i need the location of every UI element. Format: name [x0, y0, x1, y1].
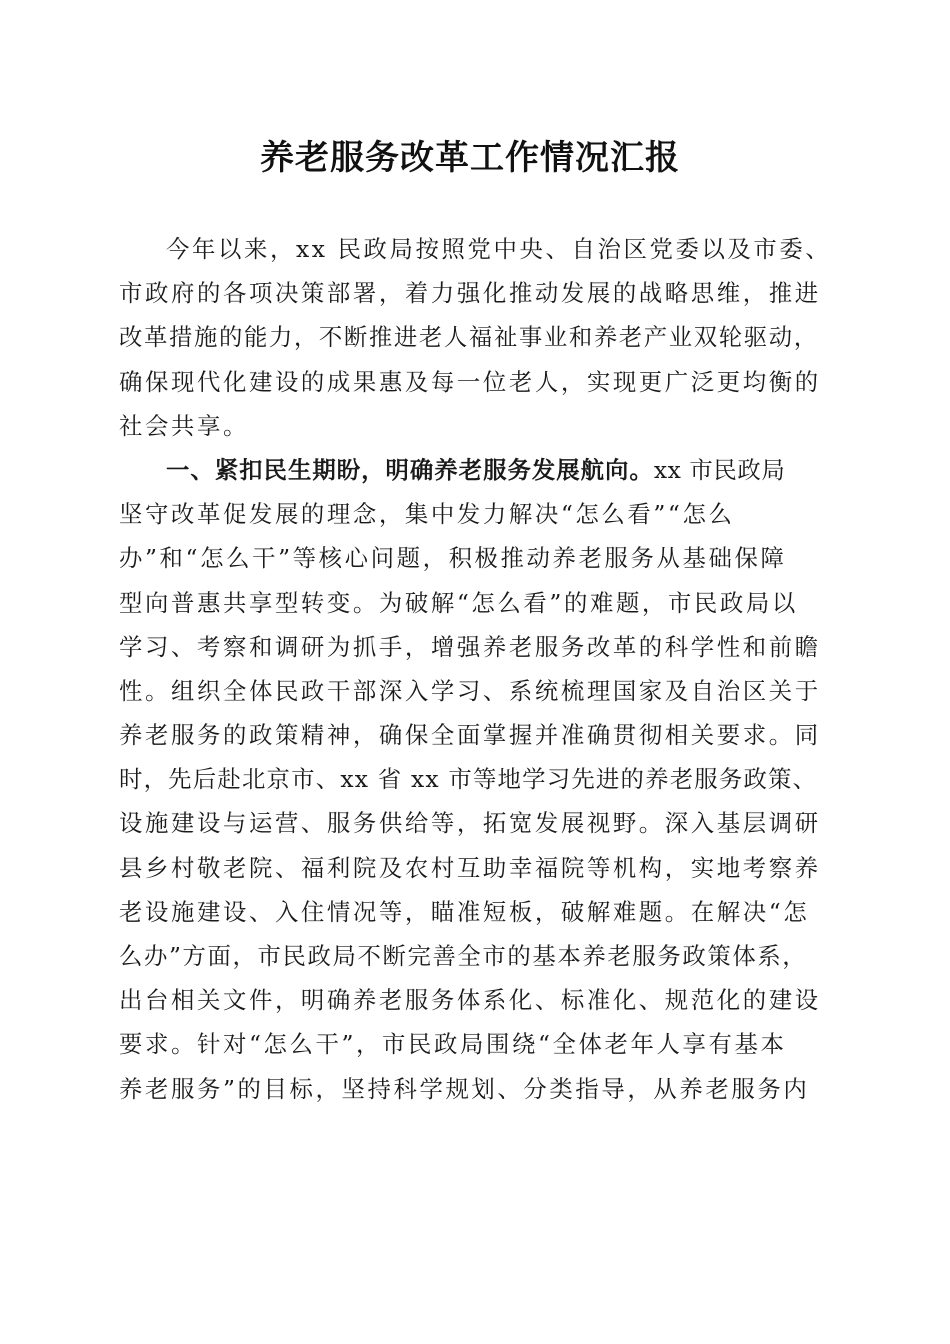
paragraph1-line-1: 今年以来，xx 民政局按照党中央、自治区党委以及市委、 [166, 235, 832, 263]
document-body [119, 227, 831, 1111]
paragraph1-line-2: 市政府的各项决策部署，着力强化推动发展的战略思维，推进 [119, 279, 821, 308]
section1-first-line-tail: xx 市民政局 [653, 455, 786, 484]
section1-line-3: 型向普惠共享型转变。为破解“怎么看”的难题，市民政局以 [119, 588, 798, 617]
section1-line-4: 学习、考察和调研为抓手，增强养老服务改革的科学性和前瞻 [119, 632, 821, 661]
section1-line-11: 么办”方面，市民政局不断完善全市的基本养老服务政策体系， [119, 942, 808, 970]
section1-line-13: 要求。针对“怎么干”，市民政局围绕“全体老年人享有基本 [119, 1030, 787, 1059]
paragraph1-line-3: 改革措施的能力，不断推进老人福祉事业和养老产业双轮驱动， [119, 323, 819, 352]
paragraph1-line-4: 确保现代化建设的成果惠及每一位老人，实现更广泛更均衡的 [119, 367, 821, 396]
section1-line-10: 老设施建设、入住情况等，瞄准短板，破解难题。在解决“怎 [119, 897, 810, 926]
section1-heading: 一、紧扣民生期盼，明确养老服务发展航向。 [166, 455, 654, 484]
section1-line-8: 设施建设与运营、服务供给等，拓宽发展视野。深入基层调研 [119, 809, 821, 838]
section1-line-12: 出台相关文件，明确养老服务体系化、标准化、规范化的建设 [119, 986, 821, 1015]
section1-line-2: 办”和“怎么干”等核心问题，积极推动养老服务从基础保障 [119, 544, 787, 573]
document-title: 养老服务改革工作情况汇报 [260, 138, 680, 178]
section1-line-14: 养老服务”的目标，坚持科学规划、分类指导，从养老服务内 [119, 1074, 810, 1103]
section1-line-5: 性。组织全体民政干部深入学习、系统梳理国家及自治区关于 [119, 676, 821, 705]
paragraph1-line-5: 社会共享。 [119, 411, 249, 440]
section1-line-1: 坚守改革促发展的理念，集中发力解决“怎么看”“怎么 [119, 500, 735, 529]
section1-line-9: 县乡村敬老院、福利院及农村互助幸福院等机构，实地考察养 [119, 853, 821, 882]
section1-first-line [119, 448, 831, 492]
section1-line-6: 养老服务的政策精神，确保全面掌握并准确贯彻相关要求。同 [119, 721, 821, 750]
section1-line-7: 时，先后赴北京市、xx 省 xx 市等地学习先进的养老服务政策、 [119, 765, 818, 794]
